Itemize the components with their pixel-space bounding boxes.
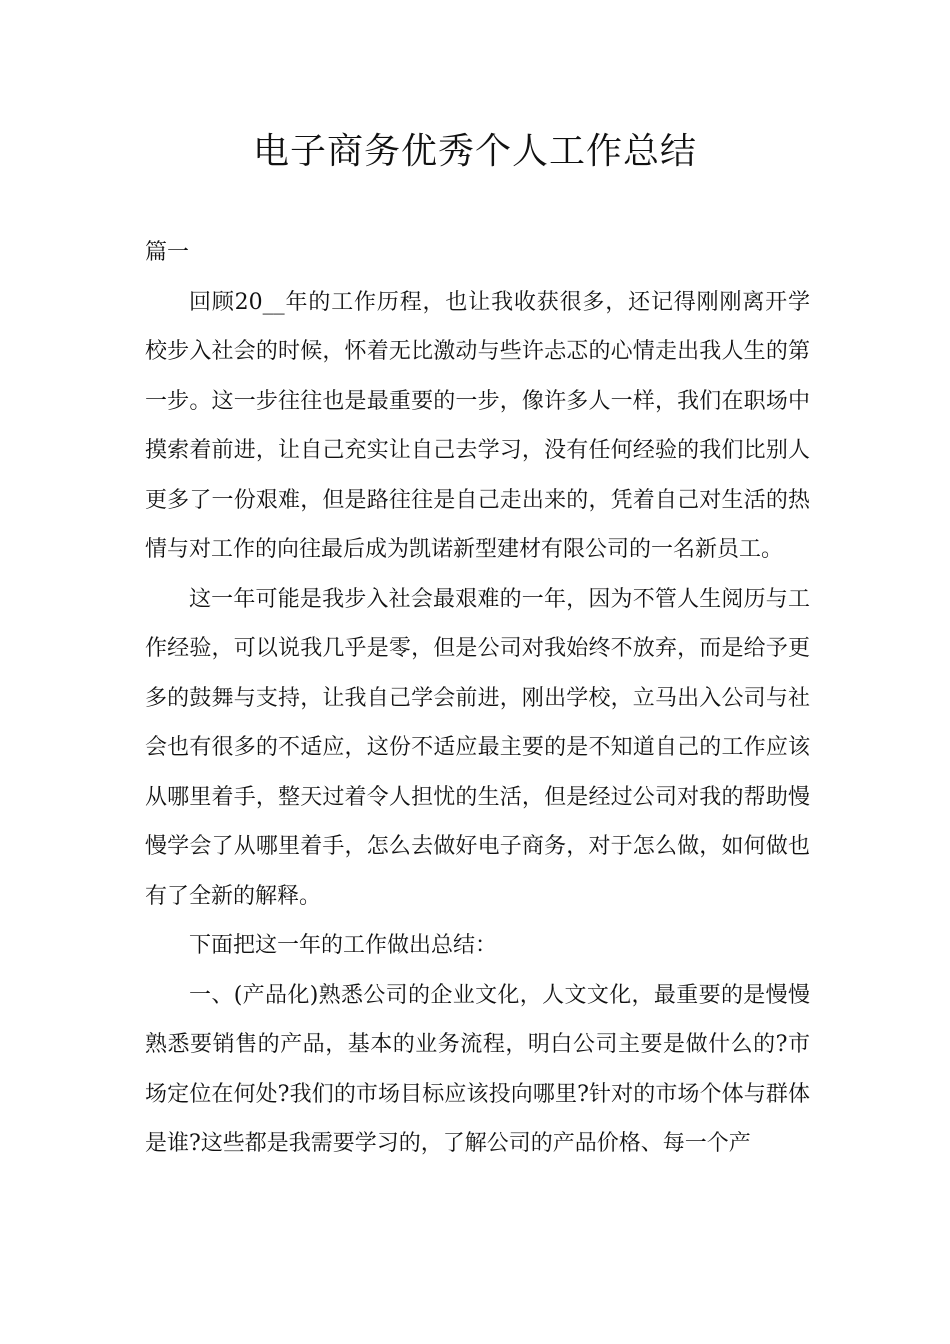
paragraph-summary-intro: 下面把这一年的工作做出总结：	[189, 933, 498, 958]
document-title: 电子商务优秀个人工作总结	[252, 131, 697, 172]
section-label: 篇一	[145, 240, 190, 265]
document-body	[145, 228, 810, 1169]
paragraph-point-one: 一、(产品化)熟悉公司的企业文化，人文文化，最重要的是慢慢熟悉要销售的产品，基本的业务流程，明白公司主要是做什么的?市场定位在何处?我们的市场目标应该投向哪里?针对的市场个体与群体是谁?这些都是我需要学习的，了解公司的产品价格、每一个产	[145, 982, 810, 1156]
paragraph-review: 回顾20__年的工作历程，也让我收获很多，还记得刚刚离开学校步入社会的时候，怀着无比激动与些许忐忑的心情走出我人生的第一步。这一步往往也是最重要的一步，像许多人一样，我们在职场中摸索着前进，让自己充实让自己去学习，没有任何经验的我们比别人更多了一份艰难，但是路往往是自己走出来的，凭着自己对生活的热情与对工作的向往最后成为凯诺新型建材有限公司的一名新员工。	[145, 289, 810, 562]
paragraph-hardest-year: 这一年可能是我步入社会最艰难的一年，因为不管人生阅历与工作经验，可以说我几乎是零，但是公司对我始终不放弃，而是给予更多的鼓舞与支持，让我自己学会前进，刚出学校，立马出入公司与社会也有很多的不适应，这份不适应最主要的是不知道自己的工作应该从哪里着手，整天过着令人担忧的生活，但是经过公司对我的帮助慢慢学会了从哪里着手，怎么去做好电子商务，对于怎么做，如何做也有了全新的解释。	[145, 586, 810, 909]
